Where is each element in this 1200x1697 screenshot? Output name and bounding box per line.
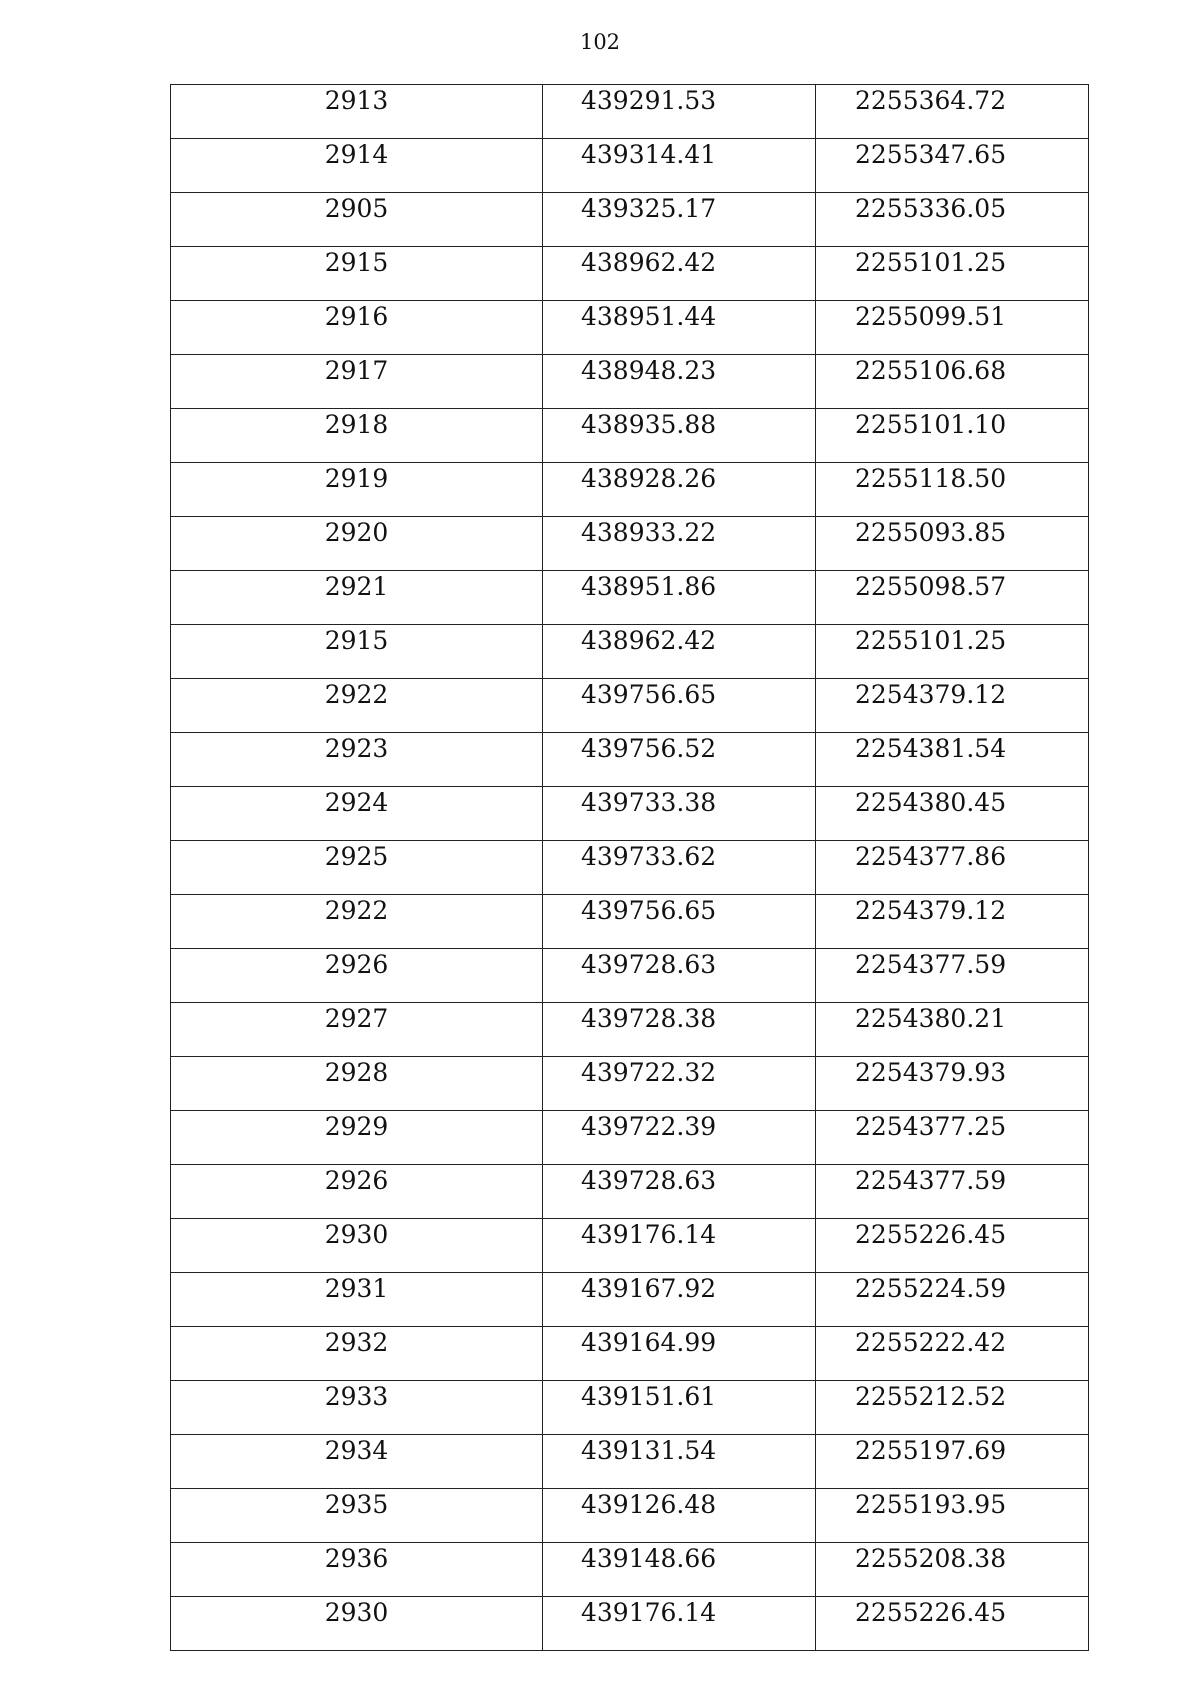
- point-number-cell: 2922: [171, 895, 543, 949]
- point-number-cell: 2916: [171, 301, 543, 355]
- y-coordinate-cell: 2255193.95: [816, 1489, 1089, 1543]
- point-number-cell: 2930: [171, 1597, 543, 1651]
- x-coordinate-cell: 438948.23: [543, 355, 816, 409]
- x-coordinate-cell: 439176.14: [543, 1219, 816, 1273]
- table-row: [171, 1543, 1089, 1597]
- point-number-cell: 2934: [171, 1435, 543, 1489]
- x-coordinate-cell: 439126.48: [543, 1489, 816, 1543]
- x-coordinate-cell: 439728.63: [543, 949, 816, 1003]
- y-coordinate-cell: 2254379.93: [816, 1057, 1089, 1111]
- y-coordinate-cell: 2255101.25: [816, 625, 1089, 679]
- y-coordinate-cell: 2254377.59: [816, 1165, 1089, 1219]
- y-coordinate-cell: 2255101.25: [816, 247, 1089, 301]
- y-coordinate-cell: 2255118.50: [816, 463, 1089, 517]
- point-number-cell: 2915: [171, 247, 543, 301]
- point-number-cell: 2923: [171, 733, 543, 787]
- table-row: [171, 1381, 1089, 1435]
- x-coordinate-cell: 438962.42: [543, 247, 816, 301]
- point-number-cell: 2922: [171, 679, 543, 733]
- x-coordinate-cell: 439722.39: [543, 1111, 816, 1165]
- table-row: [171, 355, 1089, 409]
- x-coordinate-cell: 438928.26: [543, 463, 816, 517]
- point-number-cell: 2913: [171, 85, 543, 139]
- table-row: [171, 247, 1089, 301]
- y-coordinate-cell: 2254380.45: [816, 787, 1089, 841]
- y-coordinate-cell: 2255106.68: [816, 355, 1089, 409]
- x-coordinate-cell: 439164.99: [543, 1327, 816, 1381]
- point-number-cell: 2936: [171, 1543, 543, 1597]
- table-row: [171, 787, 1089, 841]
- y-coordinate-cell: 2255093.85: [816, 517, 1089, 571]
- point-number-cell: 2914: [171, 139, 543, 193]
- y-coordinate-cell: 2255226.45: [816, 1597, 1089, 1651]
- x-coordinate-cell: 438933.22: [543, 517, 816, 571]
- y-coordinate-cell: 2255197.69: [816, 1435, 1089, 1489]
- point-number-cell: 2905: [171, 193, 543, 247]
- page-number: 102: [579, 30, 621, 54]
- table-row: [171, 1597, 1089, 1651]
- coordinates-table: [170, 84, 1089, 1651]
- x-coordinate-cell: 439722.32: [543, 1057, 816, 1111]
- table-row: [171, 463, 1089, 517]
- x-coordinate-cell: 439733.62: [543, 841, 816, 895]
- table-row: [171, 679, 1089, 733]
- table-row: [171, 85, 1089, 139]
- point-number-cell: 2933: [171, 1381, 543, 1435]
- point-number-cell: 2925: [171, 841, 543, 895]
- point-number-cell: 2935: [171, 1489, 543, 1543]
- table-row: [171, 1273, 1089, 1327]
- x-coordinate-cell: 439728.63: [543, 1165, 816, 1219]
- y-coordinate-cell: 2254377.25: [816, 1111, 1089, 1165]
- x-coordinate-cell: 439314.41: [543, 139, 816, 193]
- point-number-cell: 2929: [171, 1111, 543, 1165]
- y-coordinate-cell: 2255212.52: [816, 1381, 1089, 1435]
- point-number-cell: 2927: [171, 1003, 543, 1057]
- x-coordinate-cell: 439167.92: [543, 1273, 816, 1327]
- y-coordinate-cell: 2255347.65: [816, 139, 1089, 193]
- point-number-cell: 2915: [171, 625, 543, 679]
- x-coordinate-cell: 439728.38: [543, 1003, 816, 1057]
- x-coordinate-cell: 439151.61: [543, 1381, 816, 1435]
- x-coordinate-cell: 438935.88: [543, 409, 816, 463]
- y-coordinate-cell: 2255099.51: [816, 301, 1089, 355]
- table-row: [171, 301, 1089, 355]
- y-coordinate-cell: 2254381.54: [816, 733, 1089, 787]
- y-coordinate-cell: 2254380.21: [816, 1003, 1089, 1057]
- point-number-cell: 2930: [171, 1219, 543, 1273]
- x-coordinate-cell: 438962.42: [543, 625, 816, 679]
- y-coordinate-cell: 2255336.05: [816, 193, 1089, 247]
- table-row: [171, 1111, 1089, 1165]
- x-coordinate-cell: 439756.65: [543, 679, 816, 733]
- table-row: [171, 193, 1089, 247]
- table-row: [171, 139, 1089, 193]
- y-coordinate-cell: 2254379.12: [816, 895, 1089, 949]
- table-row: [171, 1057, 1089, 1111]
- x-coordinate-cell: 439756.65: [543, 895, 816, 949]
- y-coordinate-cell: 2255208.38: [816, 1543, 1089, 1597]
- x-coordinate-cell: 439176.14: [543, 1597, 816, 1651]
- table-row: [171, 733, 1089, 787]
- point-number-cell: 2921: [171, 571, 543, 625]
- x-coordinate-cell: 439756.52: [543, 733, 816, 787]
- table-row: [171, 1219, 1089, 1273]
- table-row: [171, 949, 1089, 1003]
- point-number-cell: 2931: [171, 1273, 543, 1327]
- x-coordinate-cell: 439325.17: [543, 193, 816, 247]
- point-number-cell: 2920: [171, 517, 543, 571]
- point-number-cell: 2924: [171, 787, 543, 841]
- point-number-cell: 2932: [171, 1327, 543, 1381]
- point-number-cell: 2919: [171, 463, 543, 517]
- coordinates-table-body: [171, 85, 1089, 1651]
- y-coordinate-cell: 2255101.10: [816, 409, 1089, 463]
- point-number-cell: 2926: [171, 949, 543, 1003]
- table-row: [171, 895, 1089, 949]
- x-coordinate-cell: 439131.54: [543, 1435, 816, 1489]
- table-row: [171, 571, 1089, 625]
- table-row: [171, 625, 1089, 679]
- table-row: [171, 1165, 1089, 1219]
- x-coordinate-cell: 439148.66: [543, 1543, 816, 1597]
- y-coordinate-cell: 2255222.42: [816, 1327, 1089, 1381]
- y-coordinate-cell: 2254377.86: [816, 841, 1089, 895]
- point-number-cell: 2918: [171, 409, 543, 463]
- x-coordinate-cell: 438951.44: [543, 301, 816, 355]
- point-number-cell: 2917: [171, 355, 543, 409]
- table-row: [171, 1327, 1089, 1381]
- y-coordinate-cell: 2255224.59: [816, 1273, 1089, 1327]
- y-coordinate-cell: 2255098.57: [816, 571, 1089, 625]
- table-row: [171, 409, 1089, 463]
- table-row: [171, 1489, 1089, 1543]
- y-coordinate-cell: 2254377.59: [816, 949, 1089, 1003]
- x-coordinate-cell: 438951.86: [543, 571, 816, 625]
- table-row: [171, 1003, 1089, 1057]
- table-row: [171, 1435, 1089, 1489]
- point-number-cell: 2926: [171, 1165, 543, 1219]
- y-coordinate-cell: 2254379.12: [816, 679, 1089, 733]
- x-coordinate-cell: 439291.53: [543, 85, 816, 139]
- x-coordinate-cell: 439733.38: [543, 787, 816, 841]
- table-row: [171, 841, 1089, 895]
- y-coordinate-cell: 2255226.45: [816, 1219, 1089, 1273]
- table-row: [171, 517, 1089, 571]
- y-coordinate-cell: 2255364.72: [816, 85, 1089, 139]
- point-number-cell: 2928: [171, 1057, 543, 1111]
